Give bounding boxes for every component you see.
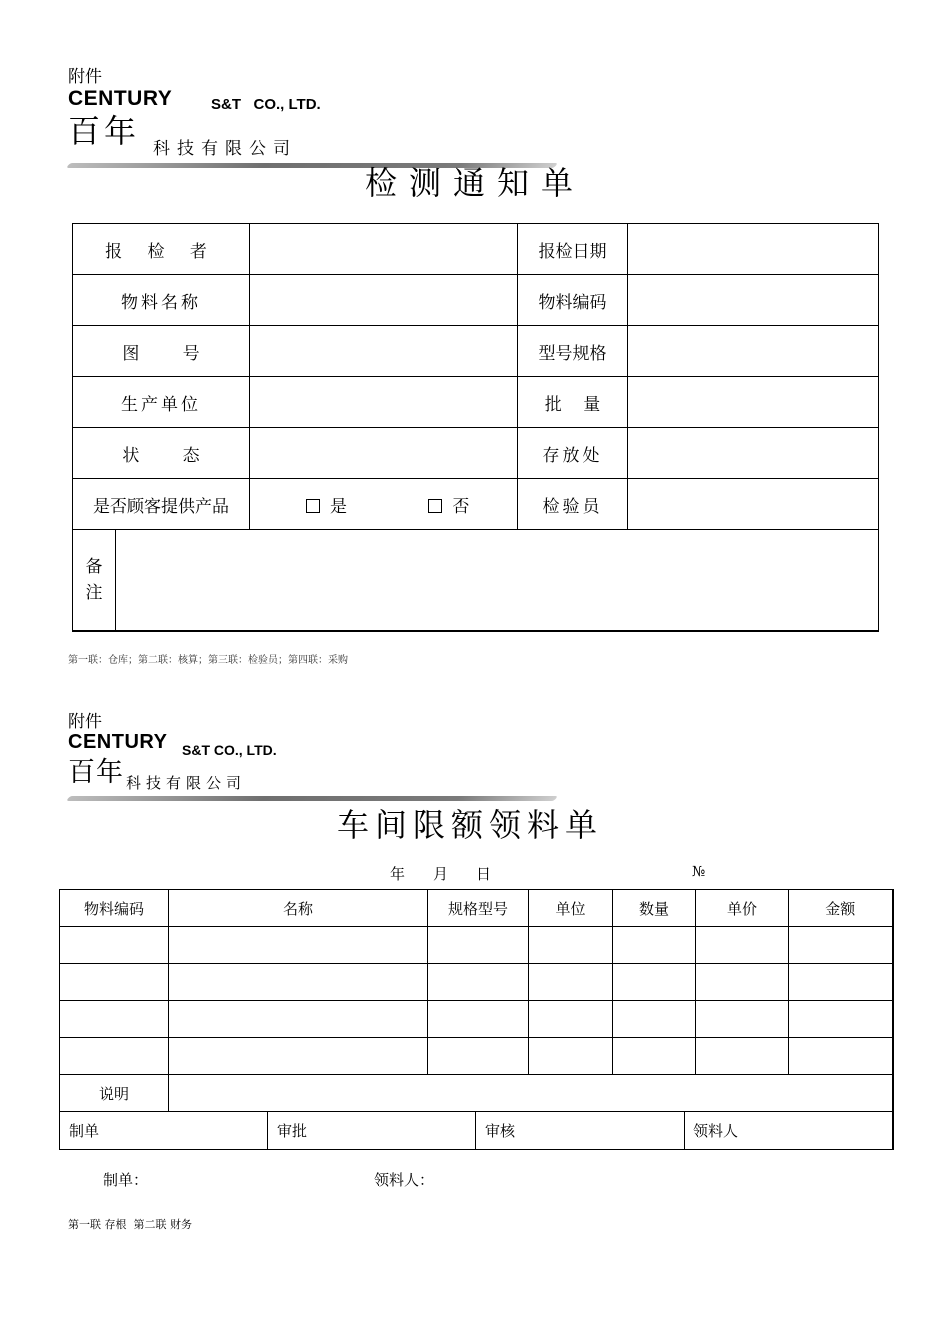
cell-spec[interactable] bbox=[428, 1038, 529, 1075]
signature-row bbox=[60, 1112, 893, 1150]
explain-row bbox=[60, 1075, 893, 1112]
cell-amount[interactable] bbox=[789, 1038, 893, 1075]
yes-option[interactable] bbox=[306, 492, 347, 517]
yes-option-label: 是 bbox=[330, 496, 347, 517]
sign-receiver[interactable] bbox=[685, 1112, 892, 1149]
cell-material-code[interactable] bbox=[60, 1038, 169, 1075]
cell-unit[interactable] bbox=[529, 964, 613, 1001]
no-option[interactable] bbox=[428, 492, 469, 517]
table-row bbox=[60, 964, 893, 1001]
status-field[interactable] bbox=[250, 428, 518, 479]
batch-qty-label: 批 量 bbox=[518, 377, 628, 428]
customer-supplied-label: 是否顾客提供产品 bbox=[73, 479, 250, 530]
date-day-label: 日 bbox=[476, 865, 492, 883]
cell-spec[interactable] bbox=[428, 964, 529, 1001]
table-header-row bbox=[60, 890, 893, 927]
cell-name[interactable] bbox=[169, 927, 428, 964]
col-header-quantity: 数量 bbox=[613, 890, 696, 927]
page-title: 检测通知单 bbox=[365, 164, 586, 202]
no-option-label: 否 bbox=[452, 496, 470, 517]
cell-unit[interactable] bbox=[529, 1001, 613, 1038]
attachment-label: 附件 bbox=[68, 67, 102, 87]
cell-name[interactable] bbox=[169, 1038, 428, 1075]
cell-unit[interactable] bbox=[529, 1038, 613, 1075]
page-title-2: 车间限额领料单 bbox=[337, 806, 604, 844]
cell-amount[interactable] bbox=[789, 1001, 893, 1038]
remark-label-text: 备注 bbox=[85, 556, 103, 603]
production-unit-label: 生产单位 bbox=[73, 377, 250, 428]
sign-receiver-label: 领料人 bbox=[693, 1122, 739, 1140]
no-checkbox[interactable] bbox=[428, 499, 442, 513]
explain-label: 说明 bbox=[60, 1075, 169, 1112]
col-header-spec: 规格型号 bbox=[428, 890, 529, 927]
company-logo-en-2: CENTURY bbox=[68, 731, 168, 753]
company-logo-cn-2: 百年 bbox=[68, 757, 124, 788]
model-spec-label: 型号规格 bbox=[518, 326, 628, 377]
sign-approve[interactable] bbox=[268, 1112, 476, 1149]
customer-supplied-options bbox=[250, 479, 518, 530]
yes-checkbox[interactable] bbox=[306, 499, 320, 513]
maker-signature-label: 制单： bbox=[103, 1171, 149, 1189]
cell-name[interactable] bbox=[169, 1001, 428, 1038]
material-code-field[interactable] bbox=[628, 275, 879, 326]
material-name-field[interactable] bbox=[250, 275, 518, 326]
company-name-cn-2: 科技有限公司 bbox=[126, 774, 247, 792]
company-suffix-2: S&T CO., LTD. bbox=[182, 742, 277, 758]
table-row bbox=[60, 1038, 893, 1075]
cell-unit-price[interactable] bbox=[696, 1001, 789, 1038]
inspector-field[interactable] bbox=[250, 224, 518, 275]
cell-unit-price[interactable] bbox=[696, 964, 789, 1001]
cell-unit-price[interactable] bbox=[696, 1038, 789, 1075]
col-header-unit: 单位 bbox=[529, 890, 613, 927]
cell-material-code[interactable] bbox=[60, 927, 169, 964]
date-month-label: 月 bbox=[433, 865, 449, 883]
company-logo-en: CENTURY bbox=[68, 87, 173, 110]
date-year-label: 年 bbox=[390, 865, 406, 883]
explain-field[interactable] bbox=[169, 1075, 893, 1112]
sign-review-label: 审核 bbox=[485, 1122, 516, 1140]
cell-quantity[interactable] bbox=[613, 927, 696, 964]
material-code-label: 物料编码 bbox=[518, 275, 628, 326]
copies-note: 第一联：仓库；第二联：核算；第三联：检验员；第四联：采购 bbox=[68, 655, 348, 666]
checker-field[interactable] bbox=[628, 479, 879, 530]
model-spec-field[interactable] bbox=[628, 326, 879, 377]
copies-note-2: 第一联 存根 第二联 财务 bbox=[68, 1218, 192, 1231]
status-label: 状 态 bbox=[73, 428, 250, 479]
remark-field[interactable] bbox=[116, 530, 879, 631]
cell-quantity[interactable] bbox=[613, 964, 696, 1001]
cell-spec[interactable] bbox=[428, 1001, 529, 1038]
table-row bbox=[60, 927, 893, 964]
inspection-form-table bbox=[72, 223, 879, 632]
cell-name[interactable] bbox=[169, 964, 428, 1001]
cell-unit[interactable] bbox=[529, 927, 613, 964]
sign-maker[interactable] bbox=[60, 1112, 268, 1149]
material-requisition-table bbox=[59, 889, 894, 1150]
attachment-label-2: 附件 bbox=[68, 712, 102, 732]
receiver-signature-label: 领料人： bbox=[374, 1171, 435, 1189]
cell-material-code[interactable] bbox=[60, 964, 169, 1001]
storage-label: 存放处 bbox=[518, 428, 628, 479]
cell-spec[interactable] bbox=[428, 927, 529, 964]
storage-field[interactable] bbox=[628, 428, 879, 479]
company-suffix: S&T CO., LTD. bbox=[211, 96, 321, 113]
cell-material-code[interactable] bbox=[60, 1001, 169, 1038]
cell-quantity[interactable] bbox=[613, 1001, 696, 1038]
production-unit-field[interactable] bbox=[250, 377, 518, 428]
batch-qty-field[interactable] bbox=[628, 377, 879, 428]
inspect-date-label: 报检日期 bbox=[518, 224, 628, 275]
serial-number-label: № bbox=[692, 864, 706, 880]
remark-label bbox=[73, 530, 116, 631]
sign-maker-label: 制单 bbox=[69, 1122, 100, 1140]
drawing-no-field[interactable] bbox=[250, 326, 518, 377]
checker-label: 检验员 bbox=[518, 479, 628, 530]
inspect-date-field[interactable] bbox=[628, 224, 879, 275]
table-row bbox=[60, 1001, 893, 1038]
col-header-unit-price: 单价 bbox=[696, 890, 789, 927]
cell-quantity[interactable] bbox=[613, 1038, 696, 1075]
company-name-cn: 科技有限公司 bbox=[153, 139, 297, 159]
inspector-label: 报 检 者 bbox=[73, 224, 250, 275]
sign-approve-label: 审批 bbox=[277, 1122, 308, 1140]
drawing-no-label: 图 号 bbox=[73, 326, 250, 377]
sign-review[interactable] bbox=[476, 1112, 685, 1149]
cell-amount[interactable] bbox=[789, 964, 893, 1001]
material-name-label: 物料名称 bbox=[73, 275, 250, 326]
cell-amount[interactable] bbox=[789, 927, 893, 964]
cell-unit-price[interactable] bbox=[696, 927, 789, 964]
company-logo-cn: 百年 bbox=[68, 112, 141, 150]
col-header-material-code: 物料编码 bbox=[60, 890, 169, 927]
col-header-amount: 金额 bbox=[789, 890, 893, 927]
col-header-name: 名称 bbox=[169, 890, 428, 927]
